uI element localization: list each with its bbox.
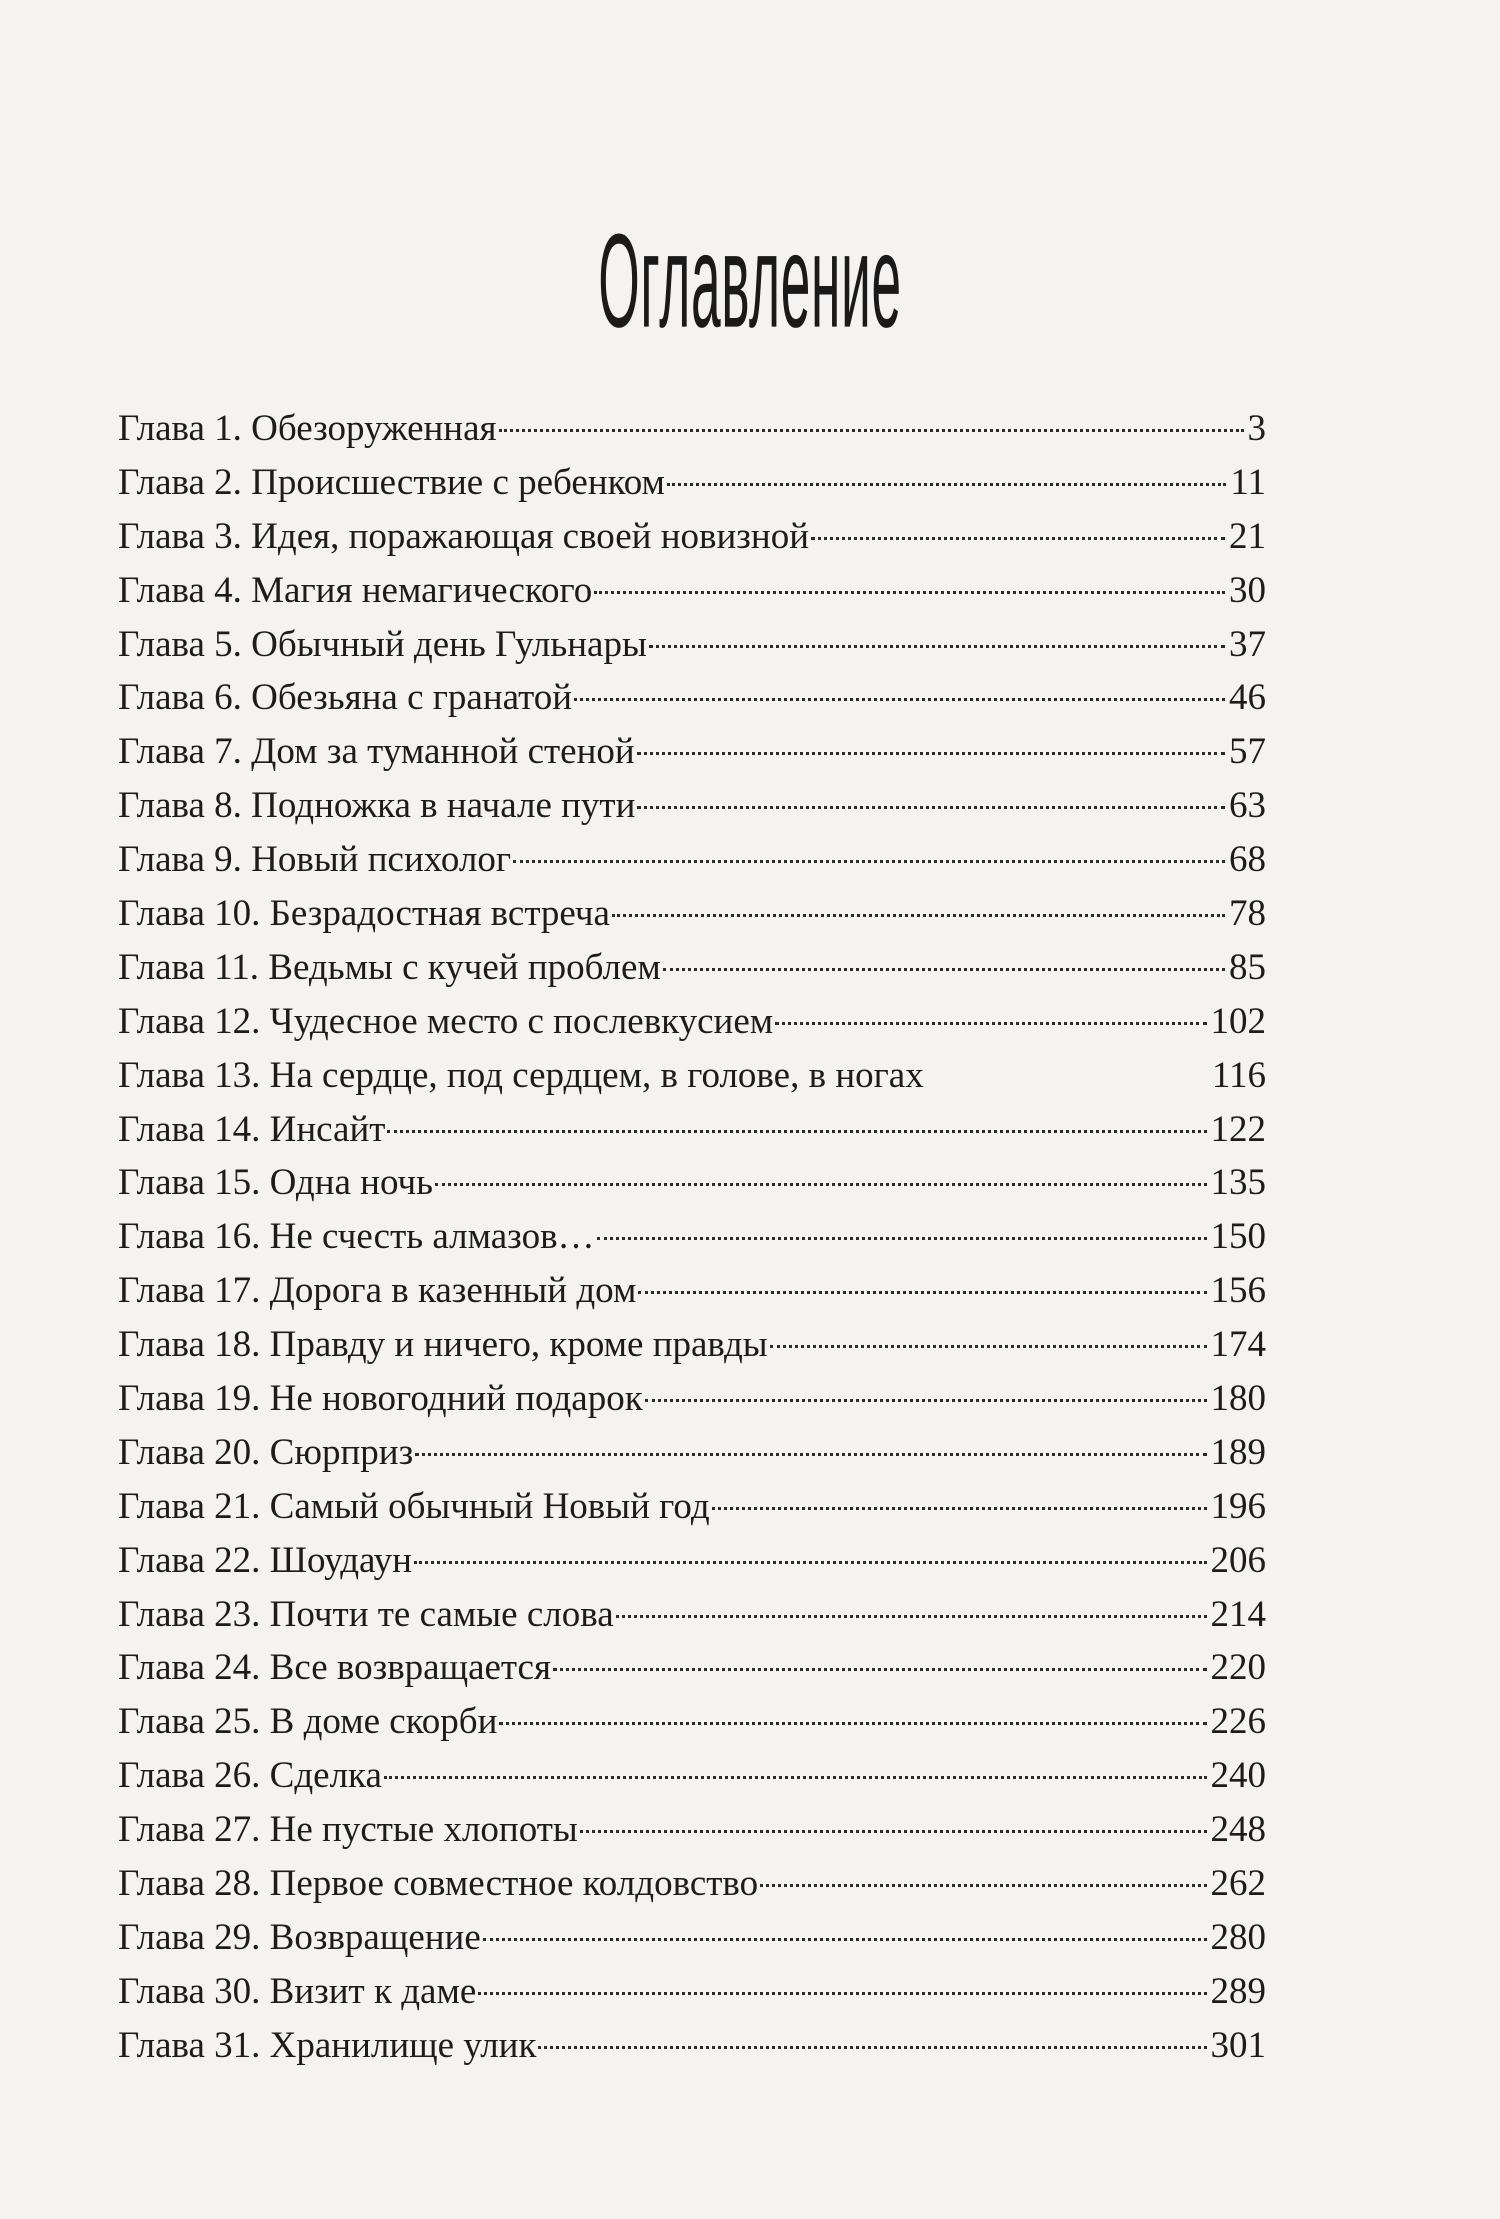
- chapter-title: Глава 29. Возвращение: [118, 1916, 481, 1958]
- chapter-title: Глава 27. Не пустые хлопоты: [118, 1809, 578, 1851]
- chapter-title: Глава 31. Хранилище улик: [118, 2024, 537, 2066]
- chapter-title: Глава 2. Происшествие с ребенком: [118, 461, 665, 503]
- dot-leader: [760, 1884, 1206, 1887]
- dot-leader: [553, 1668, 1207, 1671]
- dot-leader: [926, 1076, 1208, 1079]
- page-number: 196: [1210, 1485, 1266, 1527]
- chapter-title: Глава 28. Первое совместное колдовство: [118, 1863, 759, 1905]
- toc-entry: [118, 779, 1266, 833]
- dot-leader: [499, 1722, 1206, 1725]
- dot-leader: [645, 1399, 1207, 1402]
- dot-leader: [649, 645, 1225, 648]
- toc-entry: [118, 1695, 1266, 1749]
- chapter-title: Глава 24. Все возвращается: [118, 1647, 551, 1689]
- page-number: 240: [1210, 1755, 1266, 1797]
- toc-entry: [118, 833, 1266, 887]
- dot-leader: [414, 1561, 1207, 1564]
- toc-entry: [118, 2019, 1266, 2073]
- toc-entry: [118, 1534, 1266, 1588]
- page-number: 78: [1229, 893, 1266, 935]
- chapter-title: Глава 25. В доме скорби: [118, 1701, 498, 1743]
- chapter-title: Глава 22. Шоудаун: [118, 1539, 412, 1581]
- page-number: 21: [1229, 515, 1266, 557]
- page-number: 262: [1210, 1863, 1266, 1905]
- dot-leader: [574, 698, 1225, 701]
- dot-leader: [513, 860, 1225, 863]
- dot-leader: [580, 1830, 1207, 1833]
- dot-leader: [638, 1291, 1206, 1294]
- page-title: Оглавление: [598, 207, 902, 357]
- toc-entry: [118, 1156, 1266, 1210]
- dot-leader: [637, 752, 1225, 755]
- toc-entry: [118, 1480, 1266, 1534]
- toc-entry: [118, 402, 1266, 456]
- dot-leader: [637, 806, 1225, 809]
- toc-entry: [118, 1372, 1266, 1426]
- page-number: 180: [1210, 1378, 1266, 1420]
- page-number: 3: [1247, 408, 1266, 449]
- page-number: 102: [1210, 1000, 1266, 1042]
- toc-entry: [118, 1965, 1266, 2019]
- chapter-title: Глава 15. Одна ночь: [118, 1162, 434, 1204]
- page-number: 280: [1210, 1916, 1266, 1958]
- toc-entry: [118, 1749, 1266, 1803]
- chapter-title: Глава 16. Не счесть алмазов…: [118, 1216, 595, 1258]
- chapter-title: Глава 8. Подножка в начале пути: [118, 785, 636, 827]
- page-number: 226: [1210, 1701, 1266, 1743]
- chapter-title: Глава 9. Новый психолог: [118, 839, 512, 881]
- chapter-title: Глава 4. Магия немагического: [118, 569, 593, 611]
- page-number: 116: [1211, 1054, 1266, 1096]
- chapter-title: Глава 1. Обезоруженная: [118, 408, 497, 449]
- chapter-title: Глава 5. Обычный день Гульнары: [118, 623, 647, 665]
- page-number: 214: [1210, 1593, 1266, 1635]
- dot-leader: [775, 1022, 1206, 1025]
- page-number: 85: [1229, 946, 1266, 988]
- toc-entry: [118, 1318, 1266, 1372]
- toc-entry: [118, 1803, 1266, 1857]
- dot-leader: [770, 1345, 1207, 1348]
- toc-entry: [118, 887, 1266, 941]
- dot-leader: [478, 1992, 1206, 1995]
- page-number: 122: [1210, 1108, 1266, 1150]
- page-number: 301: [1210, 2024, 1266, 2066]
- toc-entry: [118, 618, 1266, 672]
- page-number: 37: [1229, 623, 1266, 665]
- chapter-title: Глава 30. Визит к даме: [118, 1970, 477, 2012]
- toc-entry: [118, 1857, 1266, 1911]
- dot-leader: [387, 1130, 1206, 1133]
- toc-entry: [118, 564, 1266, 618]
- page-number: 150: [1210, 1216, 1266, 1258]
- dot-leader: [616, 1615, 1207, 1618]
- toc-entry: [118, 941, 1266, 995]
- dot-leader: [712, 1507, 1207, 1510]
- toc-entry: [118, 725, 1266, 779]
- toc-entry: [118, 1426, 1266, 1480]
- chapter-title: Глава 11. Ведьмы с кучей проблем: [118, 946, 661, 988]
- dot-leader: [499, 429, 1244, 432]
- dot-leader: [594, 591, 1225, 594]
- page-number: 57: [1229, 731, 1266, 773]
- toc-entry: [118, 671, 1266, 725]
- page-number: 248: [1210, 1809, 1266, 1851]
- chapter-title: Глава 23. Почти те самые слова: [118, 1593, 614, 1635]
- toc-entry: [118, 1210, 1266, 1264]
- dot-leader: [663, 968, 1225, 971]
- chapter-title: Глава 20. Сюрприз: [118, 1431, 414, 1473]
- dot-leader: [667, 483, 1226, 486]
- dot-leader: [415, 1453, 1206, 1456]
- page-number: 135: [1210, 1162, 1266, 1204]
- toc-entry: [118, 1103, 1266, 1157]
- dot-leader: [483, 1938, 1207, 1941]
- chapter-title: Глава 14. Инсайт: [118, 1108, 386, 1150]
- page-number: 220: [1210, 1647, 1266, 1689]
- page-number: 46: [1229, 677, 1266, 719]
- page-number: 156: [1210, 1270, 1266, 1312]
- toc-entry: [118, 510, 1266, 564]
- chapter-title: Глава 19. Не новогодний подарок: [118, 1378, 643, 1420]
- chapter-title: Глава 7. Дом за туманной стеной: [118, 731, 635, 773]
- page-number: 11: [1230, 461, 1266, 503]
- toc-entry: [118, 456, 1266, 510]
- toc-entry: [118, 1911, 1266, 1965]
- toc-entry: [118, 995, 1266, 1049]
- dot-leader: [384, 1776, 1207, 1779]
- chapter-title: Глава 6. Обезьяна с гранатой: [118, 677, 573, 719]
- dot-leader: [811, 537, 1225, 540]
- chapter-title: Глава 17. Дорога в казенный дом: [118, 1270, 637, 1312]
- toc-entry: [118, 1588, 1266, 1642]
- chapter-title: Глава 18. Правду и ничего, кроме правды: [118, 1324, 768, 1366]
- page-number: 68: [1229, 839, 1266, 881]
- toc-entry: [118, 1641, 1266, 1695]
- dot-leader: [597, 1237, 1207, 1240]
- page-number: 289: [1210, 1970, 1266, 2012]
- page-number: 30: [1229, 569, 1266, 611]
- chapter-title: Глава 12. Чудесное место с послевкусием: [118, 1000, 774, 1042]
- page-number: 206: [1210, 1539, 1266, 1581]
- chapter-title: Глава 21. Самый обычный Новый год: [118, 1485, 710, 1527]
- chapter-title: Глава 3. Идея, поражающая своей новизной: [118, 515, 810, 557]
- dot-leader: [538, 2046, 1206, 2049]
- toc-entry: [118, 1264, 1266, 1318]
- table-of-contents: [118, 402, 1266, 2073]
- chapter-title: Глава 26. Сделка: [118, 1755, 382, 1797]
- page-number: 63: [1229, 785, 1266, 827]
- chapter-title: Глава 10. Безрадостная встреча: [118, 893, 610, 935]
- dot-leader: [612, 914, 1225, 917]
- dot-leader: [435, 1183, 1206, 1186]
- toc-entry: [118, 1049, 1266, 1103]
- chapter-title: Глава 13. На сердце, под сердцем, в голове, в ногах: [118, 1054, 924, 1096]
- page-number: 189: [1210, 1431, 1266, 1473]
- page-number: 174: [1210, 1324, 1266, 1366]
